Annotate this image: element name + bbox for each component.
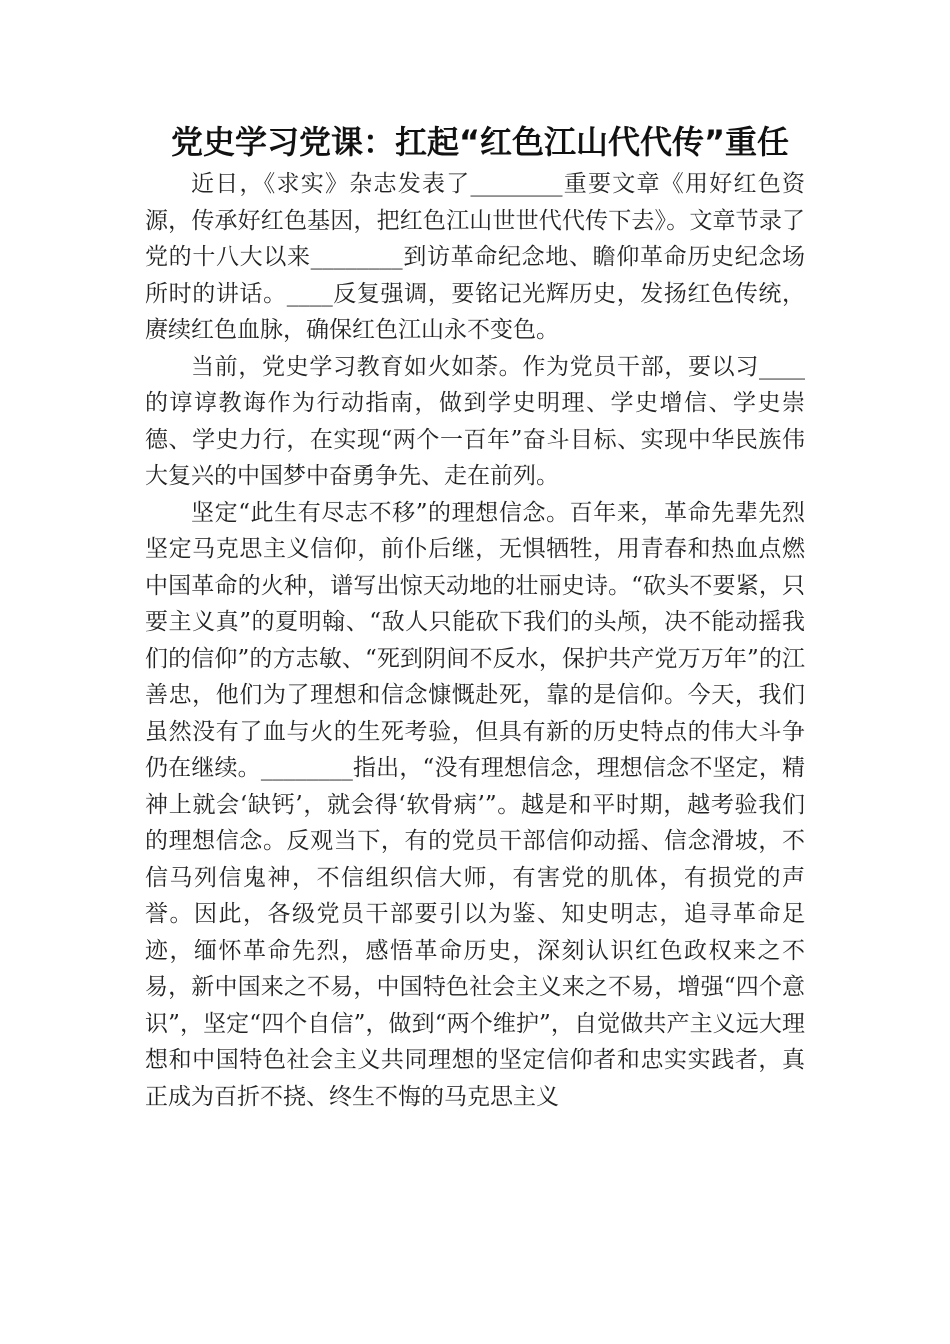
- paragraph-3: 坚定“此生有尽志不移”的理想信念。百年来，革命先辈先烈坚定马克思主义信仰，前仆后继，无惧牺牲，用青春和热血点燃中国革命的火种，谱写出惊天动地的壮丽史诗。“砍头不要紧，只要主义真”的夏明翰、“敌人只能砍下我们的头颅，决不能动摇我们的信仰”的方志敏、“死到阴间不反水，保护共产党万万年”的江善忠，他们为了理想和信念慷慨赴死，靠的是信仰。今天，我们虽然没有了血与火的生死考验，但具有新的历史特点的伟大斗争仍在继续。________指出，“没有理想信念，理想信念不坚定，精神上就会‘缺钙’，就会得‘软骨病’”。越是和平时期，越考验我们的理想信念。反观当下，有的党员干部信仰动摇、信念滑坡，不信马列信鬼神，不信组织信大师，有害党的肌体，有损党的声誉。因此，各级党员干部要引以为鉴、知史明志，追寻革命足迹，缅怀革命先烈，感悟革命历史，深刻认识红色政权来之不易，新中国来之不易，中国特色社会主义来之不易，增强“四个意识”，坚定“四个自信”，做到“两个维护”，自觉做共产主义远大理想和中国特色社会主义共同理想的坚定信仰者和忠实实践者，真正成为百折不挠、终生不悔的马克思主义: [145, 499, 805, 1110]
- paragraph-2: 当前，党史学习教育如火如荼。作为党员干部，要以习____的谆谆教诲作为行动指南，做到学史明理、学史增信、学史崇德、学史力行，在实现“两个一百年”奋斗目标、实现中华民族伟大复兴的中国梦中奋勇争先、走在前列。: [145, 353, 805, 489]
- page-title: 党史学习党课：扛起“红色江山代代传”重任: [170, 123, 790, 161]
- paragraph-1: 近日，《求实》杂志发表了________重要文章《用好红色资源，传承好红色基因，把红色江山世世代代传下去》。文章节录了党的十八大以来________到访革命纪念地、瞻仰革命历史纪念场所时的讲话。____反复强调，要铭记光辉历史，发扬红色传统，赓续红色血脉，确保红色江山永不变色。: [145, 171, 805, 343]
- document-body: [145, 166, 805, 1115]
